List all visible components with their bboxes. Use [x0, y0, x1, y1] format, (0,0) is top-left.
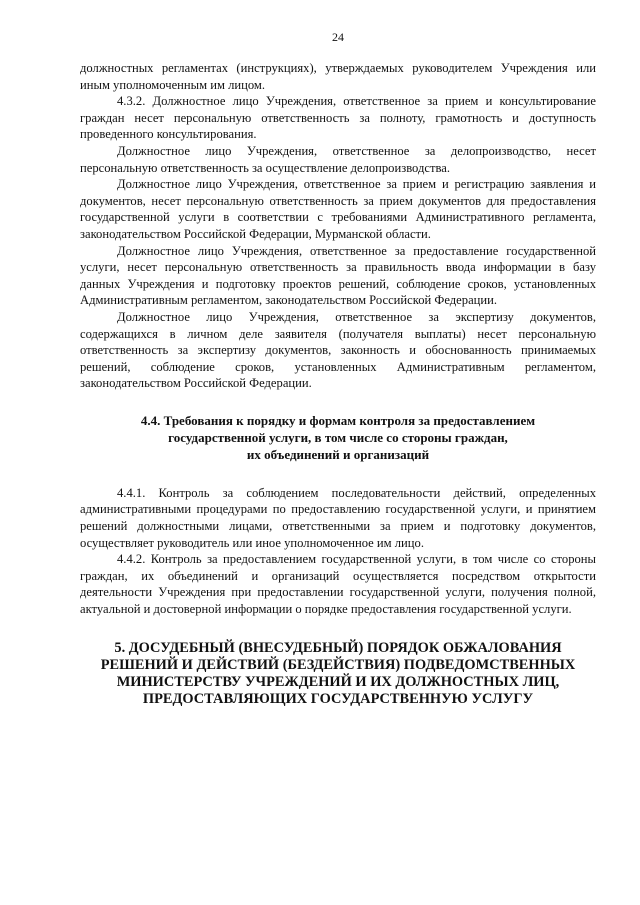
paragraph-expertise-officer: Должностное лицо Учреждения, ответственное за экспертизу документов, содержащихся в личном деле заявителя (получателя выплаты) несет персональную ответственность за экспертизу документов, законность и обоснованность принимаемых решений, соблюдение сроков, установленных Административным регламентом, законодательством Российской Федерации. — [80, 309, 596, 391]
paragraph-records-officer: Должностное лицо Учреждения, ответственное за делопроизводство, несет персональную ответственность за осуществление делопроизводства. — [80, 143, 596, 175]
heading-line: ПРЕДОСТАВЛЯЮЩИХ ГОСУДАРСТВЕННУЮ УСЛУГУ — [142, 690, 534, 707]
section-4-3-text — [80, 60, 596, 392]
paragraph-4-3-2: 4.3.2. Должностное лицо Учреждения, ответственное за прием и консультирование граждан несет персональную ответственность за полноту, грамотность и доступность проведенного консультирования. — [80, 94, 596, 142]
heading-line: МИНИСТЕРСТВУ УЧРЕЖДЕНИЙ И ИХ ДОЛЖНОСТНЫХ ЛИЦ, — [116, 673, 560, 690]
heading-line: государственной услуги, в том числе со стороны граждан, — [168, 429, 508, 445]
heading-line: 4.4. Требования к порядку и формам контроля за предоставлением — [140, 412, 536, 428]
paragraph-service-officer: Должностное лицо Учреждения, ответственное за предоставление государственной услуги, несет персональную ответственность за правильность ввода информации в базу данных Учреждения и подготовку проектов решений, соблюдение сроков, установленных Административным регламентом, законодательством Российской Федерации. — [80, 243, 596, 308]
paragraph-4-4-1: 4.4.1. Контроль за соблюдением последовательности действий, определенных административными процедурами по предоставлению государственной услуги, и принятием решений должностными лицами, ответственными за прием и подготовку документов, осуществляет руководитель или иное уполномоченное им лицо. — [80, 485, 596, 550]
section-4-4-heading — [80, 412, 596, 463]
heading-line: их объединений и организаций — [246, 446, 430, 462]
document-page — [80, 30, 596, 708]
paragraph-continuation: должностных регламентах (инструкциях), утверждаемых руководителем Учреждения или иным уполномоченным им лицом. — [80, 61, 596, 92]
page-number: 24 — [332, 30, 344, 44]
section-4-4-text — [80, 485, 596, 618]
paragraph-registration-officer: Должностное лицо Учреждения, ответственное за прием и регистрацию заявления и документов, несет персональную ответственность за прием документов для предоставления государственной услуги в соответствии с требованиями Административного регламента, законодательством Российской Федерации, Мурманской области. — [80, 177, 596, 241]
section-5-heading — [80, 640, 596, 708]
heading-line: 5. ДОСУДЕБНЫЙ (ВНЕСУДЕБНЫЙ) ПОРЯДОК ОБЖАЛОВАНИЯ — [114, 639, 562, 656]
heading-line: РЕШЕНИЙ И ДЕЙСТВИЙ (БЕЗДЕЙСТВИЯ) ПОДВЕДОМСТВЕННЫХ — [100, 656, 576, 673]
paragraph-4-4-2: 4.4.2. Контроль за предоставлением государственной услуги, в том числе со стороны граждан, их объединений и организаций осуществляется посредством открытости деятельности Учреждения при предоставлении государственной услуги, получения полной, актуальной и достоверной информации о порядке предоставления государственной услуги. — [80, 552, 596, 617]
